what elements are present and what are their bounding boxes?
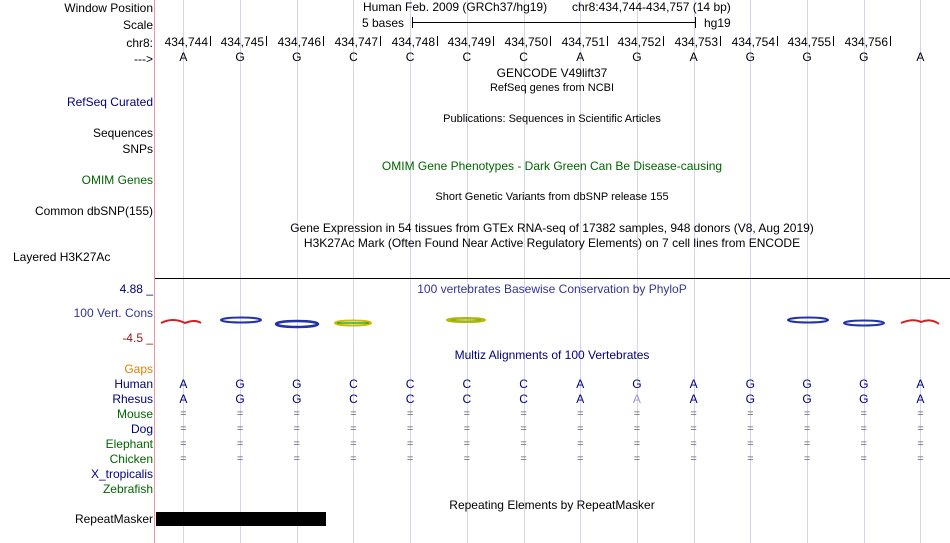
ruler-position: 434,751 xyxy=(561,35,605,49)
alignment-base: A xyxy=(916,392,925,406)
window-coordinates[interactable]: chr8:434,744-434,757 (14 bp) xyxy=(572,0,731,14)
alignment-base: = xyxy=(860,408,867,420)
gtex-title: Gene Expression in 54 tissues from GTEx RNA-seq of 17382 samples, 948 donors (V8, Aug 2019) xyxy=(290,221,814,235)
alignment-base: A xyxy=(689,392,698,406)
ruler-tick xyxy=(437,36,438,46)
refseq-subtitle: RefSeq genes from NCBI xyxy=(489,82,615,94)
h3k27ac-title: H3K27Ac Mark (Often Found Near Active Regulatory Elements) on 7 cell lines from ENCODE xyxy=(303,236,801,250)
repeatmasker-label[interactable]: RepeatMasker xyxy=(74,512,153,526)
alignment-base: = xyxy=(633,423,641,435)
common-dbsnp-label[interactable]: Common dbSNP(155) xyxy=(34,204,153,218)
species-label[interactable]: Rhesus xyxy=(112,392,153,406)
alignment-base: = xyxy=(860,438,867,450)
ruler-tick xyxy=(210,36,211,46)
phylop-mark-g3 xyxy=(788,318,828,323)
alignment-base: = xyxy=(520,423,527,435)
alignment-base: = xyxy=(350,453,357,465)
reference-base: C xyxy=(519,50,528,64)
alignment-base: = xyxy=(690,453,697,465)
ruler-tick xyxy=(833,36,834,46)
alignment-base: = xyxy=(690,423,697,435)
scale-text: 5 bases xyxy=(362,16,405,30)
assembly-title: Human Feb. 2009 (GRCh37/hg19) xyxy=(363,0,548,14)
alignment-base: A xyxy=(916,377,925,391)
reference-base: C xyxy=(349,50,358,64)
species-label[interactable]: Mouse xyxy=(116,407,153,421)
alignment-base: A xyxy=(632,392,641,406)
phylop-track-label[interactable]: 100 Vert. Cons xyxy=(73,306,153,320)
publications-title: Publications: Sequences in Scientific Articles xyxy=(443,113,661,125)
ruler-position: 434,752 xyxy=(617,35,661,49)
alignment-base: = xyxy=(917,408,924,420)
phylop-logo-track[interactable] xyxy=(155,310,950,332)
alignment-base: C xyxy=(519,377,528,391)
alignment-base: = xyxy=(860,423,867,435)
alignment-base: = xyxy=(406,438,414,450)
reference-base: G xyxy=(802,50,812,64)
ruler-position: 434,750 xyxy=(504,35,548,49)
alignment-base: = xyxy=(633,453,641,465)
alignment-base: = xyxy=(520,408,527,420)
alignment-base: C xyxy=(462,392,472,406)
species-label[interactable]: X_tropicalis xyxy=(90,467,153,481)
alignment-base: = xyxy=(747,423,754,435)
window-position-label: Window Position xyxy=(64,1,153,15)
scale-label: Scale xyxy=(122,18,153,32)
alignment-base: = xyxy=(180,408,187,420)
repeat-title: Repeating Elements by RepeatMasker xyxy=(449,498,655,512)
ruler-tick xyxy=(777,36,778,46)
alignment-base: G xyxy=(235,392,245,406)
alignment-base: = xyxy=(350,408,357,420)
label-column-separator xyxy=(154,0,155,543)
species-label[interactable]: Dog xyxy=(130,422,153,436)
phylop-max-label: 4.88 _ xyxy=(119,282,153,296)
reference-base: A xyxy=(576,50,585,64)
alignment-base: = xyxy=(917,423,924,435)
chrom-label: chr8: xyxy=(126,36,153,50)
alignment-base: A xyxy=(576,392,585,406)
repeatmasker-element[interactable] xyxy=(156,512,326,526)
alignment-base: A xyxy=(179,377,188,391)
alignment-base: = xyxy=(690,438,697,450)
alignment-base: G xyxy=(632,377,642,391)
layered-h3k27ac-label[interactable]: Layered H3K27Ac xyxy=(13,250,111,264)
ruler-tick xyxy=(380,36,381,46)
alignment-base: = xyxy=(350,438,357,450)
scale-db: hg19 xyxy=(704,16,731,30)
alignment-base: = xyxy=(747,408,754,420)
scale-bar-left-cap xyxy=(412,17,413,28)
ruler-tick xyxy=(607,36,608,46)
alignment-base: = xyxy=(577,438,584,450)
phylop-mark-a2 xyxy=(901,320,939,324)
alignment-base: = xyxy=(803,438,811,450)
ruler-tick xyxy=(663,36,664,46)
alignment-base: C xyxy=(405,392,415,406)
alignment-base: C xyxy=(519,392,528,406)
alignment-base: = xyxy=(577,423,584,435)
ruler-position: 434,753 xyxy=(674,35,718,49)
reference-base: G xyxy=(292,50,302,64)
reference-base: G xyxy=(745,50,756,64)
alignment-base: = xyxy=(690,408,697,420)
alignment-base: = xyxy=(860,453,867,465)
alignment-base: = xyxy=(180,438,187,450)
alignment-base: G xyxy=(859,377,869,391)
alignment-base: = xyxy=(180,453,187,465)
reference-base: G xyxy=(632,50,642,64)
alignment-base: = xyxy=(180,423,187,435)
dbsnp-title: Short Genetic Variants from dbSNP release 155 xyxy=(435,191,669,203)
reference-base: G xyxy=(235,50,245,64)
ruler-tick xyxy=(550,36,551,46)
alignment-base: = xyxy=(406,453,414,465)
species-label[interactable]: Zebrafish xyxy=(102,482,153,496)
phylop-title: 100 vertebrates Basewise Conservation by PhyloP xyxy=(417,282,687,296)
alignment-base: A xyxy=(689,377,698,391)
ruler-position: 434,748 xyxy=(391,35,435,49)
alignment-base: = xyxy=(747,438,754,450)
species-label[interactable]: Human xyxy=(114,377,153,391)
alignment-base: = xyxy=(463,423,471,435)
alignment-base: G xyxy=(292,377,302,391)
alignment-base: G xyxy=(235,377,245,391)
ruler-position: 434,746 xyxy=(277,35,321,49)
ruler-tick xyxy=(720,36,721,46)
reference-base: A xyxy=(179,50,188,64)
alignment-base: = xyxy=(803,423,811,435)
alignment-base: = xyxy=(463,408,471,420)
ruler-tick xyxy=(493,36,494,46)
phylop-mark-g2 xyxy=(276,321,318,327)
alignment-base: C xyxy=(405,377,415,391)
alignment-base: = xyxy=(633,408,641,420)
alignment-base: = xyxy=(577,408,584,420)
alignment-base: = xyxy=(406,408,414,420)
ruler-position: 434,747 xyxy=(334,35,378,49)
alignment-base: C xyxy=(462,377,472,391)
ruler-position: 434,749 xyxy=(447,35,491,49)
alignment-base: A xyxy=(576,377,585,391)
alignment-base: = xyxy=(293,438,300,450)
alignment-base: = xyxy=(293,453,300,465)
alignment-base: = xyxy=(577,453,584,465)
omim-genes-label[interactable]: OMIM Genes xyxy=(81,173,153,187)
gencode-track-title: GENCODE V49lift37 xyxy=(496,66,608,80)
phylop-mark-g4 xyxy=(844,321,884,326)
ruler-position: 434,745 xyxy=(220,35,264,49)
alignment-base: G xyxy=(745,392,756,406)
scale-bar-right-cap xyxy=(695,17,696,28)
alignment-base: = xyxy=(236,423,244,435)
snps-label[interactable]: SNPs xyxy=(122,142,153,156)
reference-base: A xyxy=(689,50,698,64)
alignment-base: = xyxy=(803,453,811,465)
species-label[interactable]: Chicken xyxy=(109,452,153,466)
alignment-base: = xyxy=(236,408,244,420)
reference-base: G xyxy=(859,50,869,64)
ruler-tick xyxy=(890,36,891,46)
alignment-base: C xyxy=(349,392,358,406)
alignment-base: G xyxy=(802,377,812,391)
scale-bar xyxy=(412,22,696,23)
reference-base: C xyxy=(405,50,415,64)
gaps-label: Gaps xyxy=(124,362,153,376)
ruler-position: 434,754 xyxy=(731,35,775,49)
alignment-base: G xyxy=(802,392,812,406)
refseq-curated-label[interactable]: RefSeq Curated xyxy=(66,95,153,109)
alignment-base: = xyxy=(236,438,244,450)
alignment-base: = xyxy=(293,423,300,435)
reference-base: A xyxy=(916,50,925,64)
omim-title: OMIM Gene Phenotypes - Dark Green Can Be Disease-causing xyxy=(381,159,723,173)
alignment-base: = xyxy=(406,423,414,435)
multiz-title: Multiz Alignments of 100 Vertebrates xyxy=(454,348,650,362)
alignment-base: = xyxy=(633,438,641,450)
alignment-base: = xyxy=(917,438,924,450)
track-divider xyxy=(155,278,950,279)
sequences-label[interactable]: Sequences xyxy=(92,126,153,140)
phylop-mark-a1 xyxy=(161,320,201,323)
ruler-position: 434,755 xyxy=(787,35,831,49)
alignment-base: = xyxy=(520,453,527,465)
reference-base: C xyxy=(462,50,472,64)
ruler-position: 434,744 xyxy=(164,35,208,49)
alignment-base: = xyxy=(463,438,471,450)
ruler-position: 434,756 xyxy=(844,35,888,49)
alignment-base: = xyxy=(917,453,924,465)
alignment-base: G xyxy=(292,392,302,406)
alignment-base: = xyxy=(747,453,754,465)
alignment-base: G xyxy=(745,377,756,391)
alignment-base: = xyxy=(293,408,300,420)
ruler-tick xyxy=(323,36,324,46)
alignment-base: G xyxy=(859,392,869,406)
alignment-base: = xyxy=(520,438,527,450)
alignment-base: = xyxy=(236,453,244,465)
species-label[interactable]: Elephant xyxy=(105,437,153,451)
alignment-base: = xyxy=(350,423,357,435)
alignment-base: = xyxy=(463,453,471,465)
phylop-min-label: -4.5 _ xyxy=(122,331,153,345)
ruler-tick xyxy=(266,36,267,46)
alignment-base: C xyxy=(349,377,358,391)
alignment-base: = xyxy=(803,408,811,420)
alignment-base: A xyxy=(179,392,188,406)
strand-label: ---> xyxy=(134,52,153,66)
phylop-mark-g1 xyxy=(221,318,261,323)
